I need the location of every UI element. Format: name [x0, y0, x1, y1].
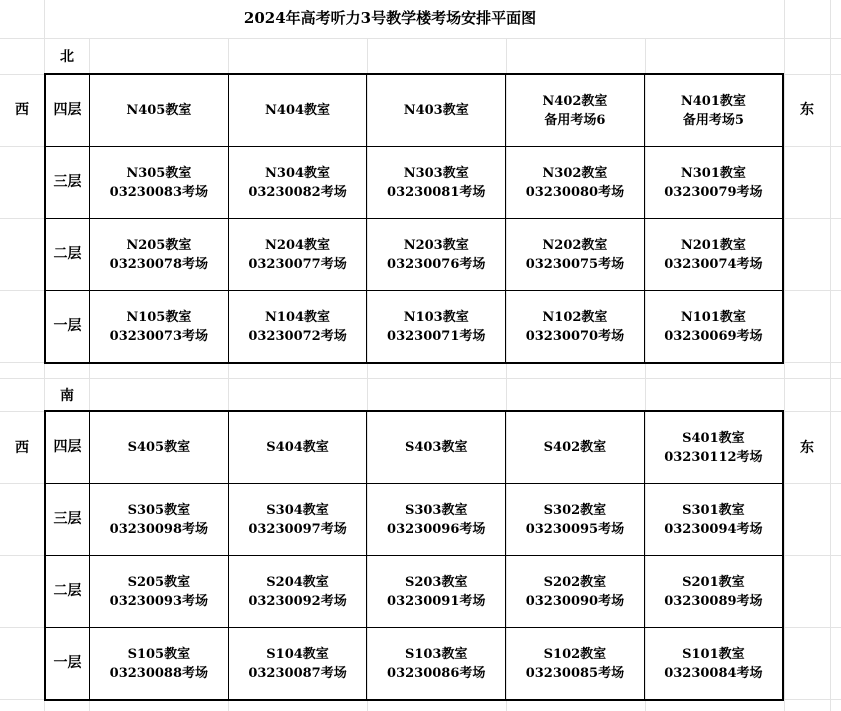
- room-name: N203教室: [403, 237, 469, 253]
- room-name: S101教室: [682, 646, 745, 662]
- room-name: N302教室: [542, 165, 608, 181]
- room-name: S405教室: [127, 440, 191, 455]
- exam-id: 03230082考场: [248, 184, 347, 200]
- south-west-label: 西: [15, 440, 29, 456]
- exam-id: 03230074考场: [664, 256, 763, 272]
- exam-id: 03230097考场: [248, 521, 347, 537]
- north-west-label: 西: [15, 102, 29, 118]
- room-name: S202教室: [543, 574, 607, 590]
- exam-id: 03230098考场: [109, 521, 209, 537]
- table-row: [45, 147, 783, 219]
- exam-id: 03230091考场: [387, 593, 486, 609]
- room-name: S305教室: [127, 502, 191, 518]
- room-name: N204教室: [265, 237, 331, 253]
- room-cell: [506, 411, 645, 484]
- room-cell: [506, 291, 645, 364]
- room-cell: [367, 411, 506, 484]
- north-east-label: 东: [800, 102, 814, 118]
- room-cell: [90, 219, 229, 291]
- room-name: N201教室: [680, 237, 746, 253]
- room-name: N401教室: [680, 93, 746, 109]
- room-cell: [367, 556, 506, 628]
- exam-id: 03230076考场: [387, 256, 486, 272]
- room-name: N404教室: [265, 103, 331, 118]
- exam-id: 03230087考场: [248, 665, 347, 681]
- exam-id: 03230089考场: [664, 593, 763, 609]
- room-name: S403教室: [404, 440, 468, 455]
- room-name: S404教室: [266, 440, 329, 455]
- floor-label: 三层: [45, 484, 90, 556]
- floor-label: 一层: [45, 628, 90, 701]
- exam-id: 03230084考场: [664, 665, 763, 681]
- room-cell: [228, 219, 367, 291]
- room-cell: [90, 556, 229, 628]
- room-name: N304教室: [265, 165, 331, 181]
- room-name: N301教室: [680, 165, 746, 181]
- exam-id: 备用考场5: [682, 112, 744, 128]
- room-name: S104教室: [266, 646, 329, 662]
- room-name: N101教室: [680, 309, 746, 325]
- room-cell: [90, 411, 229, 484]
- room-cell: [228, 147, 367, 219]
- room-cell: [367, 628, 506, 701]
- exam-id: 03230096考场: [387, 521, 486, 537]
- exam-id: 03230093考场: [109, 593, 209, 609]
- room-name: S301教室: [682, 502, 745, 518]
- room-name: S401教室: [682, 430, 745, 446]
- floor-label: 四层: [45, 74, 90, 147]
- exam-id: 03230079考场: [664, 184, 763, 200]
- room-cell: [90, 484, 229, 556]
- exam-id: 03230095考场: [525, 521, 625, 537]
- room-cell: [367, 74, 506, 147]
- exam-id: 03230083考场: [109, 184, 209, 200]
- exam-id: 03230086考场: [387, 665, 486, 681]
- floor-label: 四层: [45, 411, 90, 484]
- room-cell: [228, 556, 367, 628]
- room-cell: [367, 291, 506, 364]
- room-name: N103教室: [403, 309, 469, 325]
- room-name: S201教室: [682, 574, 745, 590]
- room-cell: [644, 628, 783, 701]
- exam-id: 03230072考场: [248, 328, 347, 344]
- room-cell: [644, 74, 783, 147]
- north-building-table: [44, 73, 784, 364]
- room-name: S302教室: [543, 502, 607, 518]
- table-row: [45, 74, 783, 147]
- room-name: N405教室: [126, 103, 192, 118]
- exam-id: 03230085考场: [525, 665, 625, 681]
- room-cell: [228, 411, 367, 484]
- table-row: [45, 628, 783, 701]
- north-label: 北: [60, 49, 74, 65]
- exam-id: 03230069考场: [664, 328, 763, 344]
- floor-label: 一层: [45, 291, 90, 364]
- table-row: [45, 556, 783, 628]
- room-cell: [90, 628, 229, 701]
- room-cell: [506, 74, 645, 147]
- south-east-label: 东: [800, 440, 814, 456]
- room-cell: [644, 411, 783, 484]
- exam-id: 03230092考场: [248, 593, 347, 609]
- room-cell: [228, 484, 367, 556]
- room-cell: [506, 147, 645, 219]
- room-cell: [367, 147, 506, 219]
- room-cell: [644, 556, 783, 628]
- room-name: N202教室: [542, 237, 608, 253]
- exam-id: 03230071考场: [387, 328, 486, 344]
- exam-id: 03230112考场: [664, 449, 763, 465]
- room-cell: [228, 291, 367, 364]
- floor-label: 二层: [45, 219, 90, 291]
- room-cell: [90, 291, 229, 364]
- exam-id: 03230094考场: [664, 521, 763, 537]
- room-cell: [367, 219, 506, 291]
- south-label: 南: [60, 388, 74, 404]
- room-name: S105教室: [127, 646, 191, 662]
- room-name: N305教室: [126, 165, 192, 181]
- room-cell: [90, 147, 229, 219]
- room-name: N105教室: [126, 309, 192, 325]
- exam-id: 03230088考场: [109, 665, 209, 681]
- room-name: S204教室: [266, 574, 329, 590]
- table-row: [45, 484, 783, 556]
- exam-id: 03230077考场: [248, 256, 347, 272]
- room-cell: [644, 147, 783, 219]
- room-cell: [506, 219, 645, 291]
- room-cell: [506, 484, 645, 556]
- page-title: 2024年高考听力3号教学楼考场安排平面图: [243, 9, 537, 27]
- room-cell: [228, 74, 367, 147]
- exam-id: 03230080考场: [525, 184, 625, 200]
- room-name: S102教室: [543, 646, 607, 662]
- room-name: S304教室: [266, 502, 329, 518]
- exam-id: 备用考场6: [544, 112, 606, 128]
- room-cell: [644, 484, 783, 556]
- south-building-table: [44, 410, 784, 701]
- room-name: S103教室: [404, 646, 468, 662]
- room-name: N102教室: [542, 309, 608, 325]
- room-name: N205教室: [126, 237, 192, 253]
- room-cell: [90, 74, 229, 147]
- room-name: S203教室: [404, 574, 468, 590]
- room-name: S303教室: [404, 502, 468, 518]
- exam-id: 03230090考场: [525, 593, 625, 609]
- room-cell: [644, 291, 783, 364]
- room-cell: [644, 219, 783, 291]
- room-name: N402教室: [542, 93, 608, 109]
- floor-label: 二层: [45, 556, 90, 628]
- table-row: [45, 411, 783, 484]
- exam-id: 03230078考场: [109, 256, 209, 272]
- room-cell: [506, 556, 645, 628]
- room-name: S205教室: [127, 574, 191, 590]
- exam-id: 03230081考场: [387, 184, 486, 200]
- room-cell: [228, 628, 367, 701]
- exam-id: 03230073考场: [109, 328, 209, 344]
- table-row: [45, 219, 783, 291]
- exam-id: 03230075考场: [525, 256, 625, 272]
- table-row: [45, 291, 783, 364]
- floor-label: 三层: [45, 147, 90, 219]
- room-name: N104教室: [265, 309, 331, 325]
- room-name: N303教室: [403, 165, 469, 181]
- room-name: N403教室: [403, 103, 469, 118]
- room-cell: [506, 628, 645, 701]
- room-cell: [367, 484, 506, 556]
- exam-id: 03230070考场: [525, 328, 625, 344]
- room-name: S402教室: [543, 440, 607, 455]
